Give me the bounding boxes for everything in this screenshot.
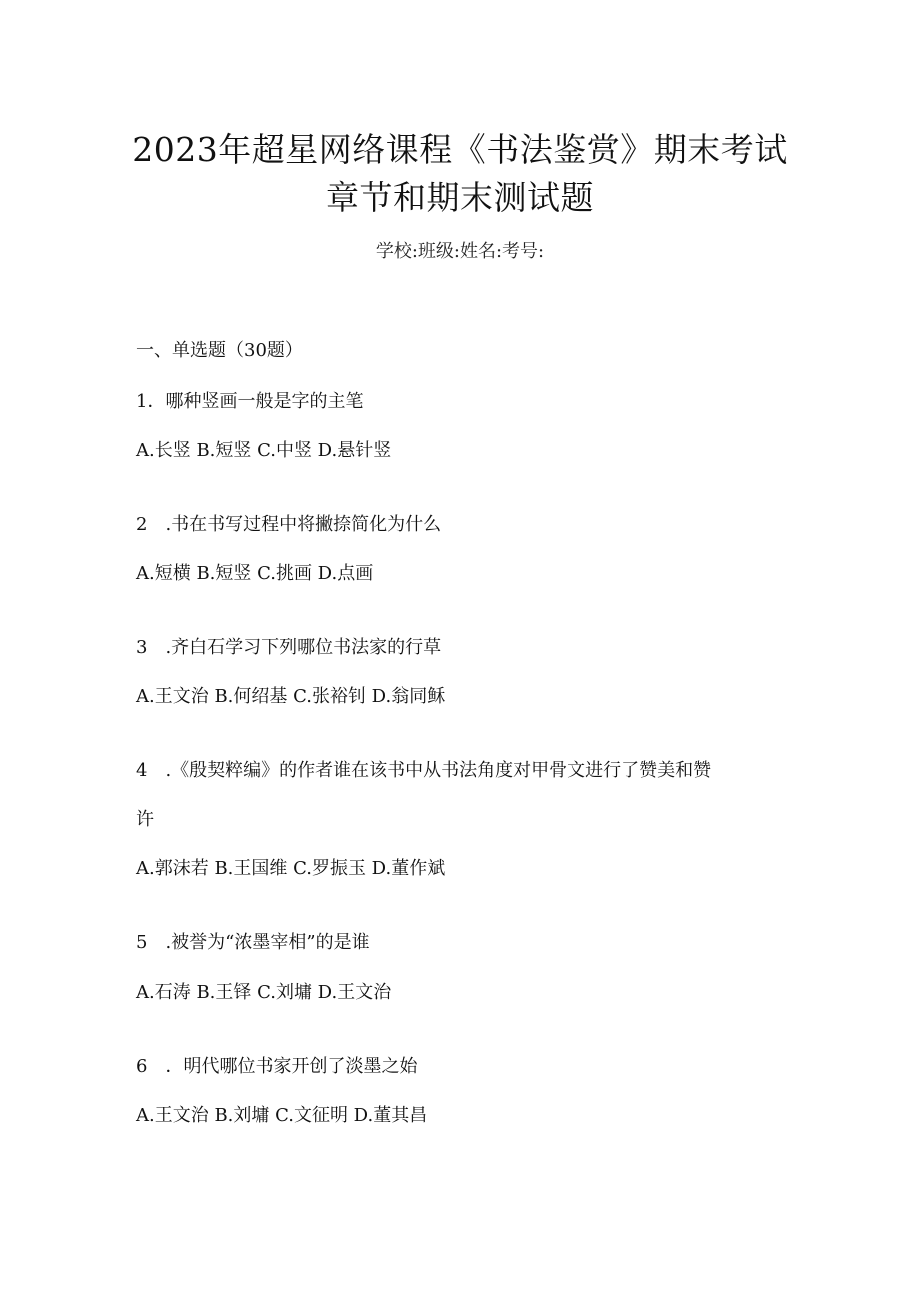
document-title-line-1: 2023年超星网络课程《书法鉴赏》期末考试 <box>132 130 788 169</box>
question-4-stem-continuation: 许 <box>136 809 154 830</box>
question-4-stem: 4 .《殷契粹编》的作者谁在该书中从书法角度对甲骨文进行了赞美和赞 <box>136 760 712 781</box>
question-1-options: A.长竖 B.短竖 C.中竖 D.悬针竖 <box>136 440 392 461</box>
question-2-options: A.短横 B.短竖 C.挑画 D.点画 <box>136 563 374 584</box>
question-2-stem: 2 .书在书写过程中将撇捺简化为什么 <box>136 514 442 535</box>
question-1-stem: 1．哪种竖画一般是字的主笔 <box>136 391 364 412</box>
student-info-line: 学校:班级:姓名:考号: <box>375 241 545 262</box>
section-heading: 一、单选题（30题） <box>136 340 303 361</box>
question-5-stem: 5 .被誉为“浓墨宰相”的是谁 <box>136 932 370 953</box>
question-5-options: A.石涛 B.王铎 C.刘墉 D.王文治 <box>136 982 392 1003</box>
question-6-stem: 6 ．明代哪位书家开创了淡墨之始 <box>136 1056 418 1077</box>
document-title-line-2: 章节和期末测试题 <box>326 178 594 217</box>
question-6-options: A.王文治 B.刘墉 C.文征明 D.董其昌 <box>136 1105 428 1126</box>
question-4-options: A.郭沫若 B.王国维 C.罗振玉 D.董作斌 <box>136 858 446 879</box>
question-3-options: A.王文治 B.何绍基 C.张裕钊 D.翁同稣 <box>136 686 446 707</box>
question-3-stem: 3 .齐白石学习下列哪位书法家的行草 <box>136 637 442 658</box>
